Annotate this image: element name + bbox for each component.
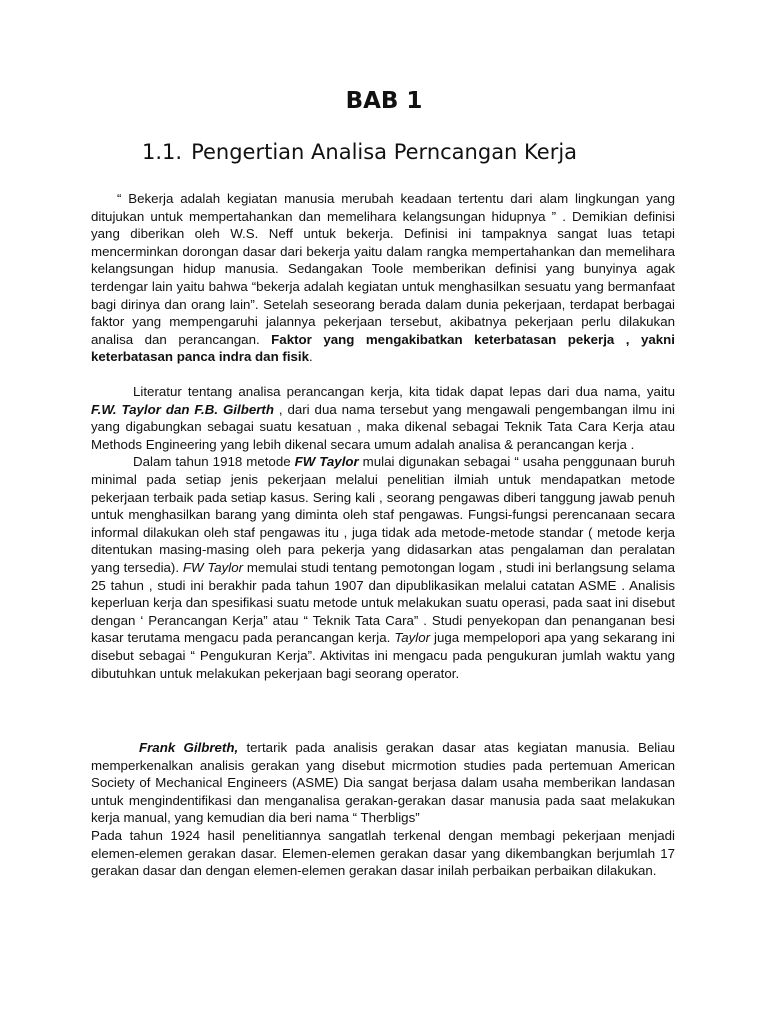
paragraph-gilbreth — [91, 739, 675, 880]
paragraph-text: memulai studi tentang pemotongan logam , studi ini berlangsung selama 25 tahun , studi ini berakhir pada tahun 1907 dan dipublikasikan melalui catatan ASME . Analisis keperluan kerja dan spesifikasi suatu metode untuk melakukan suatu operasi, pada saat ini disebut dengan ‘ Perancangan Kerja” atau “ Teknik Tata Cara” . Studi penyekopan dan penanganan besi kasar terutama mengacu pada perancangan kerja. — [91, 559, 676, 646]
paragraph-taylor — [91, 383, 675, 682]
paragraph-text: . — [309, 349, 313, 365]
name-highlight: FW Taylor — [294, 454, 359, 470]
paragraph-text: “ Bekerja adalah kegiatan manusia merubah keadaan tertentu dari alam lingkungan yang ditujukan untuk mempertahankan dan memelihara kelangsungan hidupnya ” . Demikian definisi yang diberikan oleh W.S. Neff untuk bekerja. Definisi ini tampaknya sangat luas tetapi mencerminkan dorongan dasar dari bekerja yaitu dalam rangka mempertahankan dan memelihara kelangsungan hidup manusia. Sedangakan Toole memberikan definisi yang bunyinya agak terdengar lain yaitu bahwa “bekerja adalah kegiatan untuk menghasilkan sesuatu yang bermanfaat bagi dirinya dan orang lain”. Setelah seseorang berada dalam dunia pekerjaan, terdapat berbagai faktor yang mempengaruhi jalannya pekerjaan tersebut, akibatnya pekerjaan perlu dilakukan analisa dan perancangan. — [91, 191, 675, 347]
section-number: 1.1. — [142, 140, 183, 164]
paragraph-text: mulai digunakan sebagai “ usaha penggunaan buruh minimal pada setiap jenis pekerjaan melalui penelitian ilmiah untuk mendapatkan metode pekerjaan terbaik pada setiap kasus. Sering kali , seorang pengawas diberi tanggung jawab penuh untuk menghasilkan barang yang diminta oleh staf pengawas. Fungsi-fungsi perencanaan secara informal dilakukan oleh staf pengawas itu , juga tidak ada metode-metode standar ( metode kerja ditentukan masing-masing oleh para pekerja yang didasarkan atas pengalaman dan peralatan yang tersedia). — [91, 454, 675, 575]
names-highlight: F.W. Taylor dan F.B. Gilberth — [91, 401, 274, 417]
name-highlight: FW Taylor — [182, 559, 244, 575]
paragraph-text: Dalam tahun 1918 metode — [133, 454, 295, 470]
paragraph-text: tertarik pada analisis gerakan dasar atas kegiatan manusia. Beliau memperkenalkan analisis gerakan yang disebut micrmotion studies pada pertemuan American Society of Mechanical Engineers (ASME) Dia sangat berjasa dalam usaha memberikan landasan untuk mengindentifikasi dan menganalisa gerakan-gerakan dasar manusia pada saat melakukan kerja manual, yang kemudian dia beri nama “ Therbligs” — [91, 740, 675, 826]
paragraph-text: Literatur tentang analisa perancangan kerja, kita tidak dapat lepas dari dua nama, yaitu — [133, 384, 675, 399]
paragraph-text: juga mempelopori apa yang sekarang ini disebut sebagai “ Pengukuran Kerja”. Aktivitas ini mengacu pada pengukuran jumlah waktu yang dibutuhkan untuk melakukan pekerjaan bagi seorang operator. — [91, 630, 675, 681]
bold-statement: Faktor yang mengakibatkan keterbatasan pekerja , yakni keterbatasan panca indra dan fisik — [91, 331, 675, 365]
paragraph-text: , dari dua nama tersebut yang mengawali pengembangan ilmu ini yang digabungkan sebagai suatu kesatuan , maka dikenal sebagai Teknik Tata Cara Kerja atau Methods Engineering yang lebih dikenal secara umum adalah analisa & perancangan kerja . — [91, 401, 675, 452]
section-title: Pengertian Analisa Perncangan Kerja — [191, 140, 578, 164]
paragraph-definition — [91, 190, 675, 366]
name-highlight: Frank Gilbreth, — [139, 740, 239, 755]
paragraph-text: Pada tahun 1924 hasil penelitiannya sangatlah terkenal dengan membagi pekerjaan menjadi elemen-elemen gerakan dasar. Elemen-elemen gerakan dasar yang dikembangkan berjumlah 17 gerakan dasar dan dengan elemen-elemen gerakan dasar inilah perbaikan perbaikan dilakukan. — [91, 827, 675, 879]
chapter-heading: BAB 1 — [345, 88, 423, 114]
section-heading — [142, 140, 577, 164]
name-highlight: Taylor — [394, 630, 431, 646]
